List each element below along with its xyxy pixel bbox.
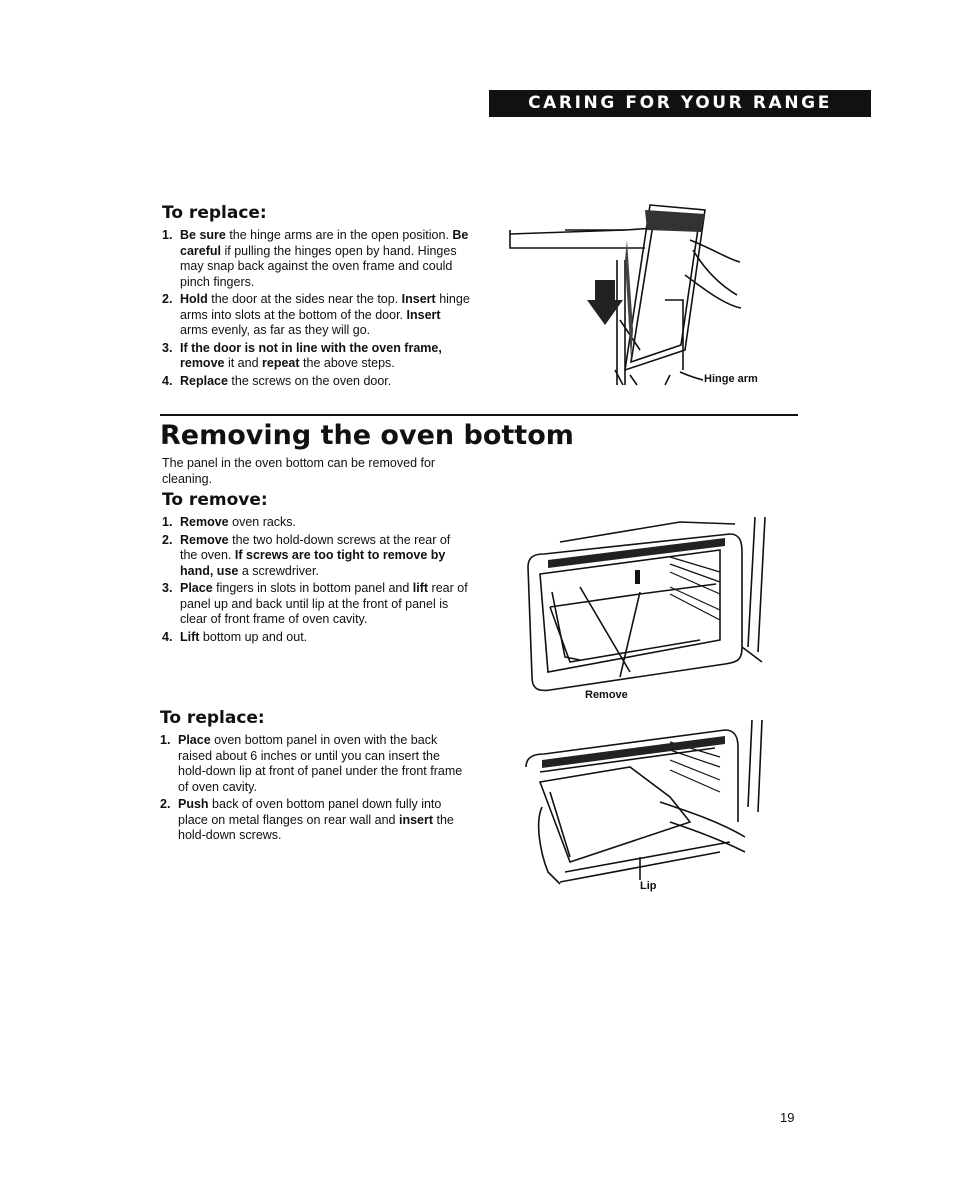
section-banner: CARING FOR YOUR RANGE	[489, 90, 871, 117]
step-emphasis: Remove	[180, 515, 229, 529]
step-emphasis: Be careful	[180, 228, 469, 258]
step-emphasis: If the door is not in line with the oven frame, remove	[180, 340, 442, 370]
step-number: 1.	[162, 228, 173, 242]
label-hinge-arm: Hinge arm	[704, 373, 758, 385]
step-text: bottom up and out.	[199, 629, 308, 644]
oven-remove-illustration	[520, 512, 770, 697]
step-number: 2.	[160, 797, 171, 811]
step-item	[162, 228, 470, 290]
step-item	[162, 581, 468, 628]
step-number: 4.	[162, 373, 173, 388]
step-text: if pulling the hinges open by hand. Hinges may snap back against the oven frame and could pinch fingers.	[180, 243, 457, 289]
heading-replace-bottom: To replace:	[160, 708, 265, 728]
step-item	[162, 341, 470, 372]
step-number: 3.	[162, 581, 173, 595]
step-text: it and	[224, 356, 263, 370]
step-emphasis: insert	[398, 812, 434, 827]
oven-replace-illustration	[520, 712, 770, 892]
step-emphasis: Lift	[180, 629, 200, 644]
step-item	[162, 515, 468, 531]
step-item	[162, 374, 470, 390]
page-number: 19	[780, 1110, 795, 1125]
step-text: rear of panel up and back until lip at the front of panel is clear of front frame of oven cavity.	[180, 581, 468, 626]
step-emphasis: Place	[180, 581, 213, 595]
step-emphasis: lift	[412, 581, 429, 595]
step-number: 2.	[162, 292, 173, 306]
step-text: the above steps.	[299, 356, 395, 370]
step-number: 4.	[162, 629, 173, 644]
heading-replace-door: To replace:	[162, 203, 267, 223]
step-item	[160, 797, 466, 844]
door-hinge-illustration	[505, 200, 775, 390]
step-emphasis: Be sure	[180, 228, 226, 242]
steps-remove	[162, 515, 468, 647]
step-text: oven racks.	[228, 515, 297, 529]
step-emphasis: Insert	[406, 307, 441, 322]
step-text: fingers in slots in bottom panel and	[212, 581, 413, 595]
step-item	[162, 630, 468, 646]
label-remove: Remove	[585, 689, 628, 701]
steps-replace-door	[162, 228, 470, 391]
step-text: oven bottom panel in oven with the back raised about 6 inches or until you can insert the hold-down lip at front of panel under the front frame of oven cavity.	[178, 733, 463, 794]
intro-text: The panel in the oven bottom can be removed for cleaning.	[162, 456, 436, 486]
step-emphasis: repeat	[262, 356, 300, 370]
steps-replace-bottom	[160, 733, 466, 846]
step-text: hinge arms into slots at the bottom of the door.	[180, 292, 470, 322]
step-text: the hold-down screws.	[178, 812, 454, 842]
step-item	[160, 733, 466, 795]
step-item	[162, 292, 470, 339]
step-text: the door at the sides near the top.	[207, 292, 402, 306]
step-text: the two hold-down screws at the rear of the oven.	[180, 532, 451, 562]
step-number: 1.	[160, 733, 171, 747]
step-emphasis: Place	[178, 733, 211, 747]
step-emphasis: Push	[178, 797, 209, 811]
step-text: back of oven bottom panel down fully into place on metal flanges on rear wall and	[178, 797, 442, 827]
step-number: 3.	[162, 340, 173, 355]
step-text: a screwdriver.	[238, 563, 319, 578]
step-emphasis: Insert	[401, 292, 436, 306]
step-number: 2.	[162, 532, 173, 547]
step-emphasis: Remove	[180, 532, 229, 547]
step-text: the screws on the oven door.	[227, 373, 392, 388]
heading-remove: To remove:	[162, 490, 268, 510]
step-emphasis: Hold	[180, 292, 208, 306]
step-text: the hinge arms are in the open position.	[225, 228, 453, 242]
step-emphasis: Replace	[180, 373, 228, 388]
step-item	[162, 533, 468, 580]
page-title: Removing the oven bottom	[160, 420, 574, 451]
step-emphasis: If screws are too tight to remove by hand, use	[180, 548, 446, 578]
step-number: 1.	[162, 515, 173, 529]
step-text: arms evenly, as far as they will go.	[180, 323, 371, 337]
section-divider	[160, 414, 798, 416]
label-lip: Lip	[640, 880, 657, 892]
